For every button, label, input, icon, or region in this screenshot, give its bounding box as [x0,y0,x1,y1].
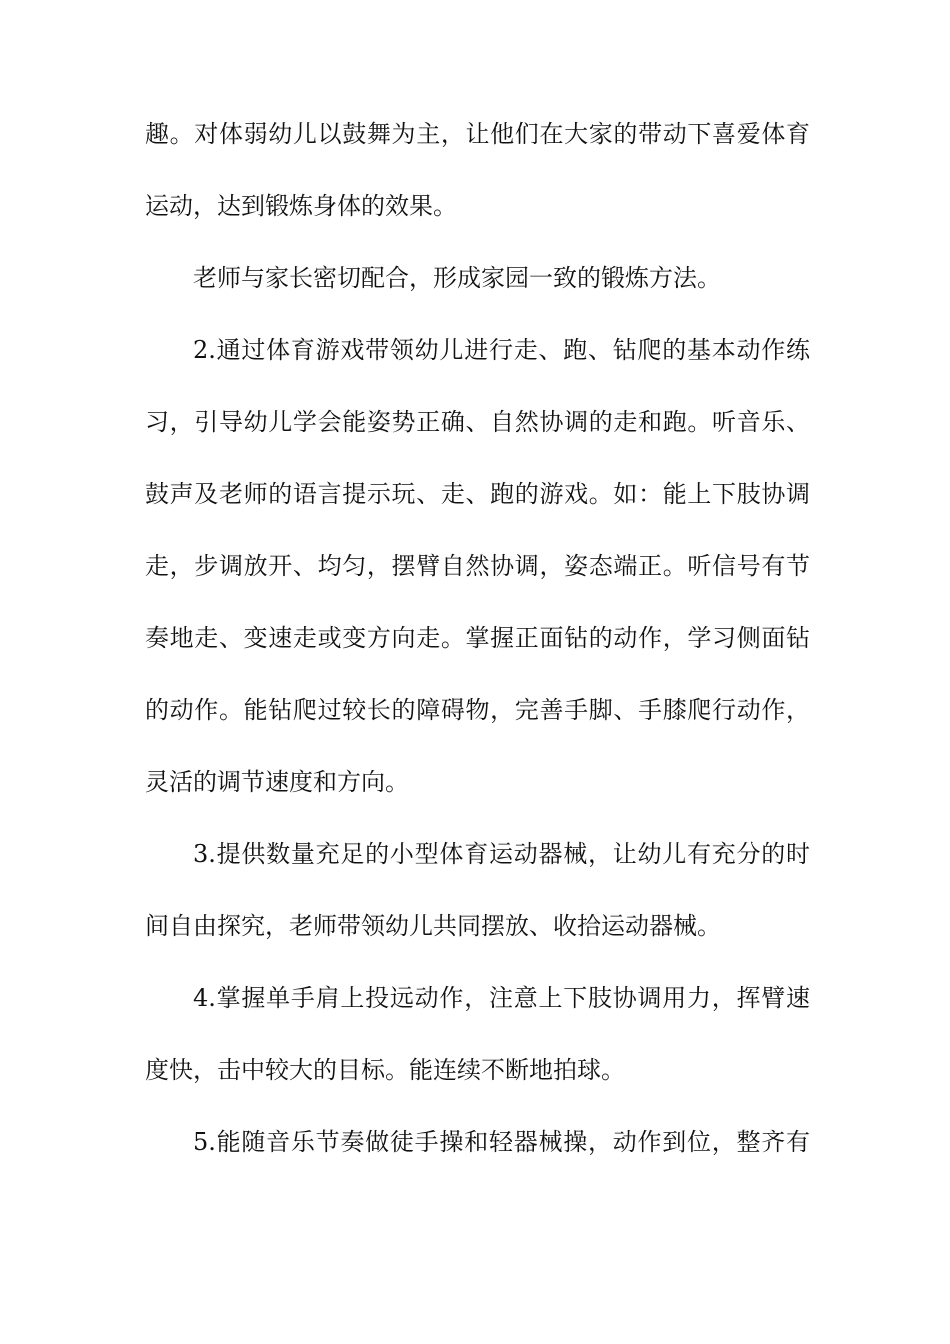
text-line: 趣。对体弱幼儿以鼓舞为主，让他们在大家的带动下喜爱体育 [145,120,810,148]
text-line: 3.提供数量充足的小型体育运动器械，让幼儿有充分的时 [193,840,810,868]
text-line: 度快，击中较大的目标。能连续不断地拍球。 [145,1056,625,1084]
text-line: 老师与家长密切配合，形成家园一致的锻炼方法。 [193,264,721,292]
text-line: 间自由探究，老师带领幼儿共同摆放、收拾运动器械。 [145,912,721,940]
text-line: 鼓声及老师的语言提示玩、走、跑的游戏。如：能上下肢协调 [145,480,810,508]
text-line: 灵活的调节速度和方向。 [145,768,409,796]
text-line: 2.通过体育游戏带领幼儿进行走、跑、钻爬的基本动作练 [193,336,810,364]
document-body [145,122,810,1202]
text-line: 的动作。能钻爬过较长的障碍物，完善手脚、手膝爬行动作， [145,696,810,724]
text-line: 5.能随音乐节奏做徒手操和轻器械操，动作到位，整齐有 [193,1128,810,1156]
text-line: 奏地走、变速走或变方向走。掌握正面钻的动作，学习侧面钻 [145,624,810,652]
text-line: 运动，达到锻炼身体的效果。 [145,192,457,220]
text-line: 4.掌握单手肩上投远动作，注意上下肢协调用力，挥臂速 [193,984,810,1012]
text-line: 习，引导幼儿学会能姿势正确、自然协调的走和跑。听音乐、 [145,408,810,436]
text-line: 走，步调放开、均匀，摆臂自然协调，姿态端正。听信号有节 [145,552,810,580]
